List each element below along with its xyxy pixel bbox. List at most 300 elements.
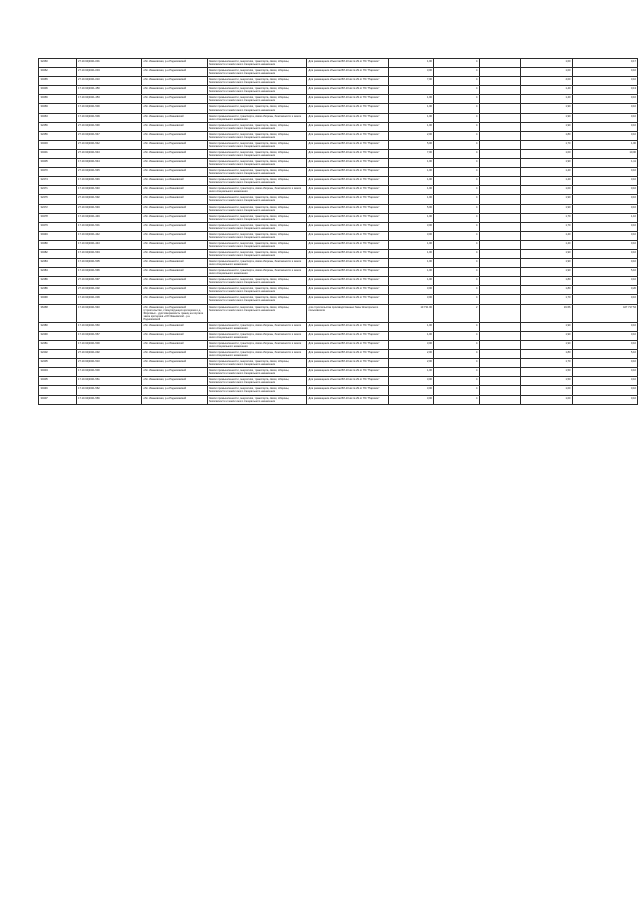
cell-value-1: 3,00 xyxy=(388,286,434,295)
cell-region: обл. Ивановская, р-н Ивановский xyxy=(142,177,208,186)
cell-value-3 xyxy=(479,68,521,77)
table-row xyxy=(39,159,638,168)
cell-value-5: 5,10 xyxy=(572,350,638,359)
cell-value-1: 1,00 xyxy=(388,322,434,331)
cell-value-3 xyxy=(479,122,521,131)
cell-purpose: Земли промышленности, энергетики, транспорта, связи, обороны, безопасности и земли иного специального назначения xyxy=(207,95,307,104)
cell-value-2: 4 xyxy=(434,131,480,140)
cell-value-3 xyxy=(479,159,521,168)
cell-value-2: 4 xyxy=(434,222,480,231)
cell-purpose: Земли промышленности, транспорта, связи обороны, безопасности и земли иного специального назначения xyxy=(207,340,307,349)
cell-value-4: 1,70 xyxy=(521,222,573,231)
cell-place: Для размещения объектов ВЛ-10 кв № 29 от ПС "Парское" xyxy=(307,240,389,249)
cell-value-3 xyxy=(479,277,521,286)
table-row xyxy=(39,350,638,359)
cell-code: 17.10.04|2021-562 xyxy=(76,386,142,395)
cell-value-5: 0,10 xyxy=(572,231,638,240)
cell-code: 27.10.04|2021-010 xyxy=(76,77,142,86)
cell-code: 17.10.04|2021-443 xyxy=(76,240,142,249)
cell-place: Для размещения объектов ВЛ-10 кв № 29 от ПС "Парское" xyxy=(307,350,389,359)
table-row xyxy=(39,213,638,222)
cell-purpose: Земли промышленности, транспорта, связи обороны, безопасности и земли иного специального назначения xyxy=(207,113,307,122)
cell-value-1: 1,00 xyxy=(388,113,434,122)
cell-value-2: 4 xyxy=(434,149,480,158)
cell-value-4: 1,90 xyxy=(521,113,573,122)
cell-num: 30480 xyxy=(39,240,77,249)
cell-code: 17.10.04|2021-566 xyxy=(76,395,142,404)
cell-value-3 xyxy=(479,304,521,322)
table-row xyxy=(39,277,638,286)
cell-place: Для размещения объектов ВЛ-10 кв № 29 от ПС "Парское" xyxy=(307,295,389,304)
cell-value-1: 2,00 xyxy=(388,359,434,368)
table-row xyxy=(39,113,638,122)
cell-value-2: 4 xyxy=(434,186,480,195)
table-row xyxy=(39,177,638,186)
cell-region: обл. Ивановская, р-н Родниковский xyxy=(142,104,208,113)
cell-purpose: Земли промышленности, энергетики, транспорта, связи, обороны, безопасности и земли иного специального назначения xyxy=(207,249,307,258)
cell-value-2: 4 xyxy=(434,213,480,222)
cell-place: Для размещения объектов ВЛ-10 кв № 29 от ПС "Парское" xyxy=(307,386,389,395)
cell-num: 32472 xyxy=(39,204,77,213)
cell-region: обл. Ивановская, р-н Ивановский xyxy=(142,268,208,277)
cell-value-2: 4 xyxy=(434,104,480,113)
cell-value-4: 1,90 xyxy=(521,159,573,168)
cell-value-4: 1,40 xyxy=(521,231,573,240)
cell-value-4: 1,90 xyxy=(521,249,573,258)
table-body xyxy=(39,59,638,405)
cell-region: обл. Ивановская, р-н Родниковский xyxy=(142,277,208,286)
cell-place: Для размещения объектов ВЛ-10 кв № 29 от ПС "Парское" xyxy=(307,213,389,222)
cell-value-1 xyxy=(388,86,434,95)
cell-value-3 xyxy=(479,77,521,86)
cell-num: 32474 xyxy=(39,177,77,186)
cell-value-2: 4 xyxy=(434,240,480,249)
cell-value-4: 1,50 xyxy=(521,377,573,386)
cell-place: Для размещения объектов ВЛ-10 кв № 29 от ПС "Парское" xyxy=(307,149,389,158)
cell-num: 30463 xyxy=(39,113,77,122)
cell-region: обл. Ивановская, р-н Родниковский xyxy=(142,249,208,258)
cell-value-3 xyxy=(479,131,521,140)
cell-num: 32460 xyxy=(39,59,77,68)
cell-num: 30446 xyxy=(39,386,77,395)
cell-value-4: 1,90 xyxy=(521,322,573,331)
cell-value-5: 0,10 xyxy=(572,131,638,140)
cell-code: 27.10.04|2021-004 xyxy=(76,68,142,77)
cell-purpose: Земли промышленности, энергетики, транспорта, связи, обороны, безопасности и земли иного специального назначения xyxy=(207,231,307,240)
cell-value-4: 1,00 xyxy=(521,59,573,68)
table-row xyxy=(39,195,638,204)
cell-value-5: 0,10 xyxy=(572,395,638,404)
table-row xyxy=(39,331,638,340)
cell-value-4: 1,00 xyxy=(521,395,573,404)
cell-region: обл. Ивановская, р-н Ивановский xyxy=(142,186,208,195)
cell-value-1: 1,00 xyxy=(388,277,434,286)
cell-purpose: Земли промышленности, энергетики, транспорта, связи, обороны, безопасности и земли иного специального назначения xyxy=(207,359,307,368)
cell-value-2: 4 xyxy=(434,204,480,213)
cell-region: обл. Ивановская, р-н Родниковский xyxy=(142,231,208,240)
cell-value-1: 1,00 xyxy=(388,240,434,249)
cell-region: обл. Ивановская, р-н Родниковский xyxy=(142,295,208,304)
cell-code: 17.10.04|2021-450 xyxy=(76,86,142,95)
cell-purpose: Земли промышленности, энергетики, транспорта, связи, обороны, безопасности и земли иного специального назначения xyxy=(207,386,307,395)
cell-value-2: 4 xyxy=(434,95,480,104)
cell-purpose: Земли промышленности, энергетики, транспорта, связи, обороны, безопасности и земли иного специального назначения xyxy=(207,395,307,404)
cell-value-2: 4 xyxy=(434,322,480,331)
cell-code: 17.10.04|2021-442 xyxy=(76,231,142,240)
cell-purpose: Земли промышленности, энергетики, транспорта, связи, обороны, безопасности и земли иного специального назначения xyxy=(207,377,307,386)
cell-code: 17.10.04|2021-500 xyxy=(76,340,142,349)
cell-value-1: 7,00 xyxy=(388,77,434,86)
cell-value-2: 2 xyxy=(434,304,480,322)
table-row xyxy=(39,231,638,240)
cell-purpose: Земли промышленности, энергетики, транспорта, связи, обороны, безопасности и земли иного специального назначения xyxy=(207,159,307,168)
cell-value-4: 1,70 xyxy=(521,295,573,304)
cell-value-2: 4 xyxy=(434,277,480,286)
cell-place: Для размещения объектов ВЛ-10 кв № 29 от ПС "Парское" xyxy=(307,86,389,95)
cell-value-2: 4 xyxy=(434,177,480,186)
cell-value-5: 0,10 xyxy=(572,77,638,86)
cell-place: Для размещения объектов ВЛ-10 кв № 29 от ПС "Парское" xyxy=(307,368,389,377)
cell-value-3 xyxy=(479,86,521,95)
cell-value-5: 0,10 xyxy=(572,195,638,204)
cell-value-3 xyxy=(479,104,521,113)
cell-num: 30478 xyxy=(39,213,77,222)
cell-place: Для размещения объектов ВЛ-10 кв № 29 от ПС "Парское" xyxy=(307,268,389,277)
cell-value-1: 1,00 xyxy=(388,95,434,104)
table-row xyxy=(39,77,638,86)
table-row xyxy=(39,149,638,158)
table-row xyxy=(39,168,638,177)
cell-num: 30401 xyxy=(39,149,77,158)
cell-num: 30462 xyxy=(39,68,77,77)
cell-place: для строительства производственных базы Электросного пользователя xyxy=(307,304,389,322)
cell-value-2: 4 xyxy=(434,395,480,404)
cell-num: 30465 xyxy=(39,77,77,86)
cell-value-2: 4 xyxy=(434,286,480,295)
cell-value-5: 5,10 xyxy=(572,268,638,277)
cell-value-3 xyxy=(479,113,521,122)
cell-value-4: 1,40 xyxy=(521,168,573,177)
cell-value-4: 1,00 xyxy=(521,68,573,77)
cell-purpose: Земли промышленности, энергетики, транспорта, связи, обороны, безопасности и земли иного специального назначения xyxy=(207,286,307,295)
cell-value-2: 4 xyxy=(434,168,480,177)
cell-value-3 xyxy=(479,95,521,104)
cell-region: обл. Ивановская, р-н Родниковский xyxy=(142,149,208,158)
cell-purpose: Земли промышленности, энергетики, транспорта, связи, обороны, безопасности и земли иного специального назначения xyxy=(207,122,307,131)
cell-region: обл. Ивановская, р-н Родниковский xyxy=(142,68,208,77)
cell-code: 27.10.04|2021-542 xyxy=(76,140,142,149)
table-row xyxy=(39,386,638,395)
cell-value-4: 1,80 xyxy=(521,350,573,359)
cell-value-5: 0,10 xyxy=(572,222,638,231)
cell-value-5: 0,10 xyxy=(572,204,638,213)
cell-purpose: Земли промышленности, транспорта, связи обороны, безопасности и земли иного специального назначения xyxy=(207,350,307,359)
table-row xyxy=(39,104,638,113)
cell-region: обл. Ивановская, р-н Родниковский xyxy=(142,159,208,168)
table-row xyxy=(39,286,638,295)
cell-value-4: 1,70 xyxy=(521,140,573,149)
table-row xyxy=(39,340,638,349)
cell-value-1: 10 731 00 xyxy=(388,304,434,322)
cell-value-1: 3,00 xyxy=(388,231,434,240)
cell-value-1: 1,00 xyxy=(388,104,434,113)
cell-purpose: Земли промышленности, энергетики, транспорта, связи, обороны, безопасности и земли иного специального назначения xyxy=(207,240,307,249)
table-row xyxy=(39,186,638,195)
cell-purpose: Земли промышленности, энергетики, транспорта, связи, обороны, безопасности и земли иного специального назначения xyxy=(207,295,307,304)
cell-num: 30405 xyxy=(39,159,77,168)
cell-value-5: 0,10 xyxy=(572,68,638,77)
cell-value-5: 0,17 xyxy=(572,59,638,68)
cell-region: обл. Ивановская, р-н Родниковский xyxy=(142,86,208,95)
cell-region: обл. Ивановская, р-н Родниковский xyxy=(142,240,208,249)
cell-value-1: 3,00 xyxy=(388,395,434,404)
cell-purpose: Земли промышленности, энергетики, транспорта, связи, обороны, безопасности и земли иного специального назначения xyxy=(207,140,307,149)
table-row xyxy=(39,268,638,277)
cell-value-3 xyxy=(479,195,521,204)
cell-num: 30482 xyxy=(39,249,77,258)
cell-value-3 xyxy=(479,377,521,386)
cell-value-2: 4 xyxy=(434,140,480,149)
cell-value-4: 1,40 xyxy=(521,240,573,249)
cell-num: 30470 xyxy=(39,168,77,177)
cell-purpose: Земли промышленности, транспорта, связи обороны, безопасности и земли иного специального назначения xyxy=(207,259,307,268)
cell-region: обл. Ивановская, р-н Ивановский xyxy=(142,122,208,131)
cell-purpose: Земли промышленности, энергетики, транспорта, связи, обороны, безопасности и земли иного специального назначения xyxy=(207,177,307,186)
cell-num: 30490 xyxy=(39,295,77,304)
cell-num: 30403 xyxy=(39,140,77,149)
cell-value-5: 0,20 xyxy=(572,286,638,295)
cell-value-3 xyxy=(479,259,521,268)
cell-region: обл. Ивановская, р-н Родниковский xyxy=(142,213,208,222)
cell-region: обл. Ивановская, р-н Родниковский xyxy=(142,368,208,377)
cell-value-5: 0,10 xyxy=(572,240,638,249)
cell-code: 27.10.04|2021-592 xyxy=(76,195,142,204)
cell-value-1: 3,00 xyxy=(388,377,434,386)
cell-code: 27.10.04|2021-510 xyxy=(76,359,142,368)
cell-num: 32490 xyxy=(39,331,77,340)
cell-place: Для размещения объектов ВЛ-10 кв № 29 от ПС "Парское" xyxy=(307,395,389,404)
cell-region: обл. Ивановская, р-н Родниковский xyxy=(142,140,208,149)
cell-value-5: 0,10 xyxy=(572,122,638,131)
cell-value-5: 0,10 xyxy=(572,331,638,340)
cell-region: обл. Ивановская, р-н Родниковский xyxy=(142,286,208,295)
cell-purpose: Земли промышленности, энергетики, транспорта, связи, обороны, безопасности и земли иного специального назначения xyxy=(207,168,307,177)
cell-place: Для размещения объектов ВЛ-10 кв № 29 от ПС "Парское" xyxy=(307,68,389,77)
cell-code: 17.10.04|2021-561 xyxy=(76,377,142,386)
table-row xyxy=(39,377,638,386)
cell-value-4: 1,90 xyxy=(521,195,573,204)
cell-num: 30406 xyxy=(39,86,77,95)
cell-code: 17.10.04|2021-509 xyxy=(76,113,142,122)
table-row xyxy=(39,86,638,95)
cell-value-3 xyxy=(479,231,521,240)
cell-code: 17.10.04|2021-500 xyxy=(76,368,142,377)
cell-code: 17.10.04|2021-594 xyxy=(76,249,142,258)
cell-value-1: 1,00 xyxy=(388,213,434,222)
cell-num: 32484 xyxy=(39,259,77,268)
cell-value-4: 1,90 xyxy=(521,331,573,340)
cell-region: обл. Ивановская, р-н Ивановский xyxy=(142,259,208,268)
cell-value-4: 4,00 xyxy=(521,77,573,86)
cell-purpose: Земли промышленности, энергетики, транспорта, связи, обороны, безопасности и земли иного специального назначения xyxy=(207,213,307,222)
cell-purpose: Земли промышленности, транспорта, связи обороны, безопасности и земли иного специального назначения xyxy=(207,322,307,331)
cell-value-5: 0,10 xyxy=(572,277,638,286)
land-registry-table xyxy=(38,58,638,405)
cell-purpose: Земли промышленности, транспорта, связи обороны, безопасности и земли иного специального назначения xyxy=(207,268,307,277)
cell-num: 30405 xyxy=(39,377,77,386)
table-row xyxy=(39,259,638,268)
cell-value-1: 3,00 xyxy=(388,295,434,304)
cell-value-2: 4 xyxy=(434,368,480,377)
cell-value-2: 4 xyxy=(434,68,480,77)
cell-value-2: 4 xyxy=(434,377,480,386)
cell-code: 27.10.04|2021-001 xyxy=(76,59,142,68)
cell-code: 27.10.04|2021-597 xyxy=(76,277,142,286)
table-row xyxy=(39,240,638,249)
cell-value-5: 0,10 xyxy=(572,104,638,113)
cell-purpose: Земли промышленности, энергетики, транспорта, связи, обороны, безопасности и земли иного специального назначения xyxy=(207,68,307,77)
cell-value-1: 1,00 xyxy=(388,122,434,131)
table-row xyxy=(39,359,638,368)
cell-value-1: 1,00 xyxy=(388,168,434,177)
cell-place: Для размещения объектов ВЛ-10 кв № 29 от ПС "Парское" xyxy=(307,177,389,186)
cell-value-3 xyxy=(479,286,521,295)
cell-num: 30466 xyxy=(39,95,77,104)
cell-value-5: 0,10 xyxy=(572,359,638,368)
cell-value-4: 1,50 xyxy=(521,368,573,377)
cell-value-5: 0,13 xyxy=(572,86,638,95)
cell-place: Для размещения объектов ВЛ-10 кв № 29 от ПС "Парское" xyxy=(307,159,389,168)
cell-place: Для размещения объектов ВЛ-10 кв № 29 от ПС "Парское" xyxy=(307,277,389,286)
cell-value-3 xyxy=(479,222,521,231)
cell-purpose: Земли промышленности, энергетики, транспорта, связи, обороны, безопасности и земли иного специального назначения xyxy=(207,59,307,68)
cell-code: 27.10.04|2021-547 xyxy=(76,131,142,140)
cell-place: Для размещения объектов ВЛ-10 кв № 29 от ПС "Парское" xyxy=(307,186,389,195)
cell-place: Для размещения объектов ВЛ-10 кв № 29 от ПС "Парское" xyxy=(307,204,389,213)
cell-value-4: 1,70 xyxy=(521,359,573,368)
cell-value-1: 3,00 xyxy=(388,386,434,395)
cell-value-4: 1,90 xyxy=(521,268,573,277)
table-row xyxy=(39,59,638,68)
table-row xyxy=(39,95,638,104)
cell-value-3 xyxy=(479,340,521,349)
cell-value-1: 1,00 xyxy=(388,259,434,268)
cell-purpose: Земли промышленности, энергетики, транспорта, связи, обороны, безопасности и земли иного специального назначения xyxy=(207,368,307,377)
cell-code: 17.10.04|2021-560 xyxy=(76,322,142,331)
cell-value-2: 4 xyxy=(434,122,480,131)
cell-num: 30479 xyxy=(39,222,77,231)
cell-value-5: 0,10 xyxy=(572,295,638,304)
cell-value-5: 0,10 xyxy=(572,386,638,395)
cell-place: Для размещения объектов ВЛ-10 кв № 29 от ПС "Парское" xyxy=(307,122,389,131)
cell-value-3 xyxy=(479,268,521,277)
cell-place: Для размещения объектов ВЛ-10 кв № 29 от ПС "Парское" xyxy=(307,331,389,340)
table-row xyxy=(39,131,638,140)
cell-value-5: 0,10 xyxy=(572,168,638,177)
cell-value-2: 4 xyxy=(434,259,480,268)
cell-region: обл. Ивановская, р-н Родниковский (строительство, стимулирующих критериев и.д. Фирсовых - удостоверяемость границ на портале закон критериев «Об Ивановской - р-н Родниковский xyxy=(142,304,208,322)
cell-region: обл. Ивановская, р-н Родниковский xyxy=(142,359,208,368)
cell-region: обл. Ивановская, р-н Родниковский xyxy=(142,222,208,231)
cell-num: 32476 xyxy=(39,195,77,204)
table-row xyxy=(39,204,638,213)
cell-value-2: 4 xyxy=(434,350,480,359)
cell-code: 17.10.04|2021-501 xyxy=(76,222,142,231)
cell-code: 17.10.04|2021-596 xyxy=(76,268,142,277)
cell-place: Для размещения объектов ВЛ-10 кв № 29 от ПС "Парское" xyxy=(307,249,389,258)
cell-value-4: 1,00 xyxy=(521,386,573,395)
cell-code: 17.10.04|2021-500 xyxy=(76,104,142,113)
cell-code: 27.10.04|2021-590 xyxy=(76,122,142,131)
cell-value-1: 1,00 xyxy=(388,268,434,277)
cell-value-3 xyxy=(479,249,521,258)
cell-value-3 xyxy=(479,386,521,395)
cell-region: обл. Ивановская, р-н Родниковский xyxy=(142,377,208,386)
cell-code: 17.10.04|2021-449 xyxy=(76,213,142,222)
cell-value-1: 2,00 xyxy=(388,131,434,140)
cell-num: 30469 xyxy=(39,104,77,113)
cell-region: обл. Ивановская, р-н Родниковский xyxy=(142,204,208,213)
cell-region: обл. Ивановская, р-н Ивановский xyxy=(142,113,208,122)
cell-region: обл. Ивановская, р-н Ивановский xyxy=(142,340,208,349)
cell-value-2: 4 xyxy=(434,113,480,122)
cell-region: обл. Ивановская, р-н Родниковский xyxy=(142,168,208,177)
cell-value-4: 1,80 xyxy=(521,277,573,286)
cell-value-5: 0,10 xyxy=(572,95,638,104)
cell-purpose: Земли промышленности, транспорта, связи обороны, безопасности и земли иного специального назначения xyxy=(207,331,307,340)
cell-value-3 xyxy=(479,331,521,340)
cell-value-4: 1,00 xyxy=(521,149,573,158)
table-row xyxy=(39,140,638,149)
cell-num: 32484 xyxy=(39,268,77,277)
cell-num: 32456 xyxy=(39,131,77,140)
cell-value-3 xyxy=(479,350,521,359)
cell-num: 32471 xyxy=(39,186,77,195)
cell-place: Для размещения объектов ВЛ-10 кв № 29 от ПС "Парское" xyxy=(307,322,389,331)
cell-num: 32486 xyxy=(39,286,77,295)
cell-value-2: 4 xyxy=(434,231,480,240)
table-row xyxy=(39,249,638,258)
table-row xyxy=(39,222,638,231)
cell-value-1: 2,00 xyxy=(388,350,434,359)
cell-place: Для размещения объектов ВЛ-10 кв № 29 от ПС "Парское" xyxy=(307,77,389,86)
cell-num: 36468 xyxy=(39,304,77,322)
cell-code: 27.10.04|2021-002 xyxy=(76,286,142,295)
table-row xyxy=(39,295,638,304)
cell-value-5: 1,10 xyxy=(572,213,638,222)
cell-value-3 xyxy=(479,177,521,186)
cell-value-2: 4 xyxy=(434,331,480,340)
table-row xyxy=(39,368,638,377)
cell-value-1: 1,00 xyxy=(388,249,434,258)
table-row xyxy=(39,395,638,404)
cell-value-5: 0,10 xyxy=(572,177,638,186)
cell-purpose: Земли промышленности, энергетики, транспорта, связи, обороны, безопасности и земли иного специального назначения xyxy=(207,204,307,213)
cell-value-4: 1,00 xyxy=(521,186,573,195)
cell-place: Для размещения объектов ВЛ-10 кв № 29 от ПС "Парское" xyxy=(307,195,389,204)
cell-value-5: 0,10 xyxy=(572,322,638,331)
cell-value-4: 1,40 xyxy=(521,177,573,186)
cell-num: 32405 xyxy=(39,359,77,368)
cell-value-1: 1,00 xyxy=(388,368,434,377)
cell-value-1: 3,00 xyxy=(388,222,434,231)
cell-purpose: Земли промышленности, энергетики, транспорта, связи, обороны, безопасности и земли иного специального назначения xyxy=(207,277,307,286)
cell-num: 32480 xyxy=(39,322,77,331)
cell-region: обл. Ивановская, р-н Родниковский xyxy=(142,59,208,68)
cell-value-3 xyxy=(479,140,521,149)
cell-code: 17.10.04|2021-567 xyxy=(76,331,142,340)
cell-value-4: 1,40 xyxy=(521,95,573,104)
